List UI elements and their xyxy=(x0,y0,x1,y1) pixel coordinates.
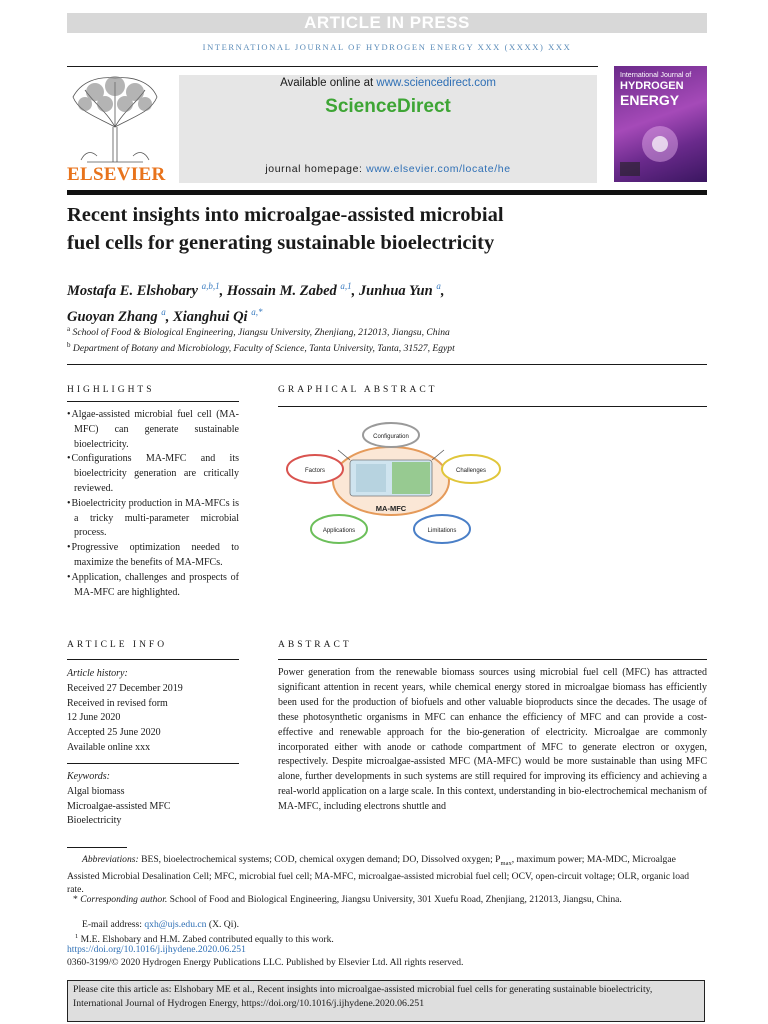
sciencedirect-logo: ScienceDirect xyxy=(325,96,451,117)
author-affil-sup[interactable]: a xyxy=(161,306,166,317)
cover-line-3: ENERGY xyxy=(620,92,680,108)
footnote-rule xyxy=(67,847,127,848)
keywords-rule xyxy=(67,763,239,764)
available-prefix: Available online at xyxy=(280,77,377,89)
article-info-heading: ARTICLE INFO xyxy=(67,640,168,650)
author-name[interactable]: Hossain M. Zabed xyxy=(226,282,337,299)
author-affil-sup[interactable]: a,b,1 xyxy=(201,281,220,291)
corresponding-footnote: * Corresponding author. School of Food and Biological Engineering, Jiangsu University, 301 Xuefu Road, Zhenjiang, 212013, Jiangsu, China. xyxy=(73,894,622,905)
author-name[interactable]: Mostafa E. Elshobary xyxy=(67,282,198,299)
affiliation-text: School of Food & Biological Engineering, Jiangsu University, Zhenjiang, 212013, Jiangsu, China xyxy=(72,327,450,339)
author-name[interactable]: Guoyan Zhang xyxy=(67,308,158,325)
keywords-label: Keywords: xyxy=(67,771,110,782)
author-list xyxy=(67,276,627,328)
corresponding-text: School of Food and Biological Engineering, Jiangsu University, 301 Xuefu Road, Zhenjiang, 212013, Jiangsu, China. xyxy=(167,894,622,905)
affiliation xyxy=(67,325,450,338)
doi-link[interactable]: https://doi.org/10.1016/j.ijhydene.2020.06.251 xyxy=(67,944,246,955)
journal-running-header: INTERNATIONAL JOURNAL OF HYDROGEN ENERGY XXX (XXXX) XXX xyxy=(202,42,572,52)
author-separator: , xyxy=(219,282,227,299)
wire-right xyxy=(432,450,444,460)
affiliation-sup: a xyxy=(67,325,71,333)
corresponding-label: Corresponding author. xyxy=(80,894,168,905)
history-entry: Available online xxx xyxy=(67,741,151,753)
journal-cover xyxy=(614,66,707,182)
cover-line-1: International Journal of xyxy=(620,72,692,79)
abbrev-sub: max xyxy=(500,859,512,867)
cover-art xyxy=(614,66,707,182)
graphical-abstract-heading: GRAPHICAL ABSTRACT xyxy=(278,385,438,395)
highlight-item: • Configurations MA-MFC and its bioelectricity generation are critically reviewed. xyxy=(67,452,239,496)
highlight-item: • Progressive optimization needed to maximize the benefits of MA-MFCs. xyxy=(67,541,239,571)
author-separator: , xyxy=(440,282,445,299)
graphical-abstract-rule xyxy=(278,406,707,407)
article-history-label: Article history: xyxy=(67,668,128,679)
abstract-heading: ABSTRACT xyxy=(278,640,352,650)
node-label: Factors xyxy=(304,468,326,474)
author-name[interactable]: Junhua Yun xyxy=(358,282,433,299)
cover-line-2: HYDROGEN xyxy=(620,80,684,92)
history-entry: 12 June 2020 xyxy=(67,712,121,724)
abbreviations-footnote xyxy=(67,853,707,896)
equal-sup: 1 xyxy=(75,933,79,940)
homepage-link[interactable]: www.elsevier.com/locate/he xyxy=(366,163,511,175)
keyword: Microalgae-assisted MFC xyxy=(67,800,171,812)
email-label: E-mail address: xyxy=(82,919,145,930)
node-label: Limitations xyxy=(427,528,457,534)
abbrev-text: , maximum power; MA-MDC, Microalgae Assisted Microbial Desalination Cell; MFC, microbial fuel cell; MA-MFC, microalgae-assisted microbial fuel cell; OCV, open-circuit voltage; OLR, organic load rate. xyxy=(67,854,690,895)
algae-compartment xyxy=(392,462,430,494)
affiliation-rule xyxy=(67,364,707,365)
author-separator: , xyxy=(351,282,359,299)
article-info-rule xyxy=(67,659,239,660)
history-entry: Received 27 December 2019 xyxy=(67,682,183,694)
abbrev-label: Abbreviations: xyxy=(82,854,139,865)
history-entry: Accepted 25 June 2020 xyxy=(67,727,161,739)
mamfc-label: MA-MFC xyxy=(375,504,407,513)
email-suffix: (X. Qi). xyxy=(206,919,239,930)
highlight-item: • Bioelectricity production in MA-MFCs is a tricky multi-parameter microbial process. xyxy=(67,497,239,541)
node-label: Challenges xyxy=(455,468,487,474)
keyword: Bioelectricity xyxy=(67,815,122,827)
elsevier-wordmark: ELSEVIER xyxy=(67,164,166,185)
equal-text: M.E. Elshobary and H.M. Zabed contributed equally to this work. xyxy=(78,934,334,946)
author-separator: , xyxy=(165,308,174,325)
copyright: 0360-3199/© 2020 Hydrogen Energy Publications LLC. Published by Elsevier Ltd. All rights reserved. xyxy=(67,957,464,968)
affiliation-sup: b xyxy=(67,341,71,349)
email-link[interactable]: qxh@ujs.edu.cn xyxy=(144,919,207,930)
abstract-rule xyxy=(278,659,707,660)
wire-left xyxy=(338,450,350,460)
title-top-rule xyxy=(67,190,707,195)
node-label: Configuration xyxy=(373,434,409,440)
title-line-2: fuel cells for generating sustainable bioelectricity xyxy=(67,232,495,254)
available-online xyxy=(179,77,597,89)
graphical-abstract-figure xyxy=(278,414,510,554)
affiliation-text: Department of Botany and Microbiology, Faculty of Science, Tanta University, Tanta, 31527, Egypt xyxy=(72,343,455,355)
sciencedirect-link[interactable]: www.sciencedirect.com xyxy=(376,77,496,89)
node-label: Applications xyxy=(322,528,356,534)
journal-homepage xyxy=(179,163,597,175)
history-entry: Received in revised form xyxy=(67,697,168,709)
highlight-item: • Algae-assisted microbial fuel cell (MA-MFC) can generate sustainable bioelectricity. xyxy=(67,408,239,452)
cite-box: Please cite this article as: Elshobary ME et al., Recent insights into microalgae-assisted microbial fuel cells for generating sustainable bioelectricity, International Journal of Hydrogen Energy, https://doi.org/10.1016/j.ijhydene.2020.06.251 xyxy=(67,980,705,1022)
homepage-prefix: journal homepage: xyxy=(265,163,367,175)
highlight-item: • Application, challenges and prospects of MA-MFC are highlighted. xyxy=(67,571,239,601)
author-affil-sup[interactable]: a xyxy=(436,281,441,291)
title-line-1: Recent insights into microalgae-assisted microbial xyxy=(67,204,504,226)
affiliation xyxy=(67,341,455,354)
article-in-press-banner: ARTICLE IN PRESS xyxy=(67,13,707,33)
article-title xyxy=(67,201,627,257)
article-history xyxy=(67,667,183,756)
highlights-rule xyxy=(67,401,239,402)
abstract-text: Power generation from the renewable biomass sources using microbial fuel cell (MFC) has attracted significant attention in recent years, while chemical energy stored in microalgae biomass has efficiently been used for the production of biofuels and other valuable bioproducts since the decades. The usage of these photosynthetic organisms in MFC can enhance the efficiency of MFC and can provide a cost-effective and renewable approach for the bio-generation of electricity. Microalgae are commonly incorporated either with anode or cathode compartment of MFC to generate electron or oxygen, respectively. Despite microalgae-assisted MFC (MA-MFC) would be more sustainable than using MFC alone, further developments in such systems are still required for improving its efficiency and achieving a real-world application on a large scale. In this context, understanding in bio-electrochemical mechanism of MA-MFC, including electrons shuttle and xyxy=(278,667,707,813)
author-affil-sup[interactable]: a,1 xyxy=(340,281,352,291)
keywords xyxy=(67,770,171,829)
author-affil-sup[interactable]: a,* xyxy=(251,306,263,317)
author-name[interactable]: Xianghui Qi xyxy=(173,308,248,325)
keyword: Algal biomass xyxy=(67,785,125,797)
header-rule xyxy=(67,66,598,67)
anode-compartment xyxy=(356,464,386,492)
highlights-heading: HIGHLIGHTS xyxy=(67,385,155,395)
highlights-list xyxy=(67,408,239,600)
abbrev-text: BES, bioelectrochemical systems; COD, chemical oxygen demand; DO, Dissolved oxygen; P xyxy=(138,854,501,865)
